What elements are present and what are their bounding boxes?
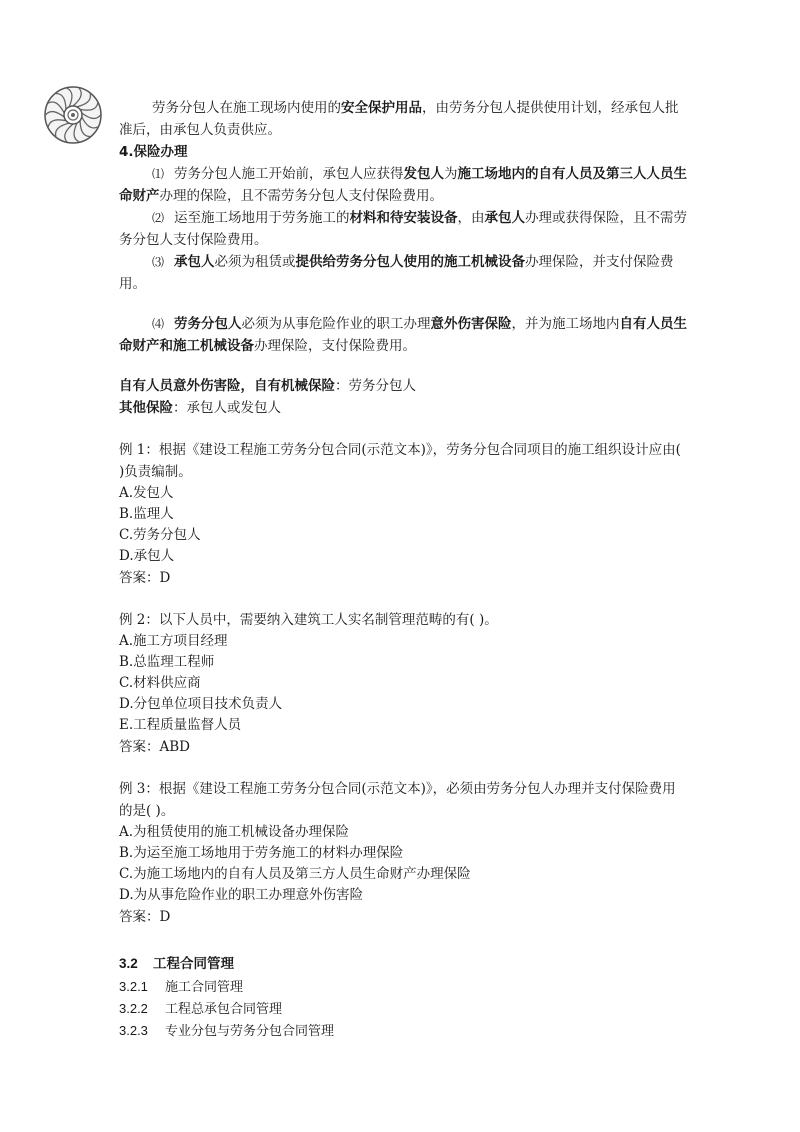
- subsection-code: 3.2.2: [119, 1001, 148, 1016]
- option: B.监理人: [119, 506, 174, 522]
- summary-bold: 自有人员意外伤害险，自有机械保险: [119, 378, 335, 394]
- option: D.承包人: [119, 548, 175, 564]
- example-2-answer: 答案：ABD: [119, 739, 190, 755]
- insurance-heading: 4.保险办理: [119, 144, 188, 160]
- example-1-question: 例 1：根据《建设工程施工劳务分包合同(示范文本)》，劳务分包合同项目的施工组织设计应由( )负责编制。: [119, 442, 681, 480]
- subsection-item: [119, 1020, 687, 1042]
- option: A.施工方项目经理: [119, 633, 228, 649]
- subsection-code: 3.2.3: [119, 1023, 148, 1038]
- intro-bold: 安全保护用品: [341, 100, 422, 116]
- subsection-label: 施工合同管理: [165, 980, 244, 995]
- item-text: 为: [444, 166, 458, 182]
- section-heading: [119, 952, 687, 976]
- subsection-code: 3.2.1: [119, 979, 148, 994]
- item-text: 办理保险，并支付保险费用。: [119, 254, 674, 292]
- item-bold: 施工场地内的自有人员及第三人人员生命财产: [119, 166, 687, 204]
- example-3-answer: 答案：D: [119, 909, 171, 925]
- item-text: ，由: [457, 210, 485, 226]
- item-text: ，并为施工场地内: [511, 316, 620, 332]
- example-3-question: 例 3：根据《建设工程施工劳务分包合同(示范文本)》，必须由劳务分包人办理并支付保险费用的是( )。: [119, 781, 676, 819]
- intro-paragraph: [119, 97, 687, 141]
- item-bold: 发包人: [403, 166, 444, 182]
- insurance-item-4: [119, 313, 687, 357]
- item-text: 办理或获得保险，且不需劳务分包人支付保险费用。: [119, 210, 687, 248]
- item-bold: 承包人: [174, 254, 215, 270]
- summary-bold: 其他保险: [119, 400, 173, 416]
- item-number: ⑶: [152, 255, 165, 269]
- item-bold: 承包人: [484, 210, 525, 226]
- item-text: 劳务分包人施工开始前，承包人应获得: [174, 166, 404, 182]
- item-text: 办理的保险，且不需劳务分包人支付保险费用。: [159, 188, 443, 204]
- item-bold: 意外伤害保险: [430, 316, 512, 332]
- subsection-label: 工程总承包合同管理: [165, 1002, 283, 1017]
- option: B.总监理工程师: [119, 654, 215, 670]
- option: A.为租赁使用的施工机械设备办理保险: [119, 824, 350, 840]
- item-text: 运至施工场地用于劳务施工的: [174, 210, 350, 226]
- item-bold: 材料和待安装设备: [349, 210, 458, 226]
- item-text: 必须为从事危险作业的职工办理: [241, 316, 431, 332]
- summary-line-2: [119, 397, 687, 419]
- summary-text: ：劳务分包人: [335, 378, 416, 394]
- document-body: [119, 97, 687, 1042]
- item-bold: 劳务分包人: [174, 316, 242, 332]
- item-number: ⑷: [152, 317, 165, 331]
- option: D.分包单位项目技术负责人: [119, 696, 283, 712]
- example-1-options: [119, 483, 687, 567]
- option: B.为运至施工场地用于劳务施工的材料办理保险: [119, 845, 404, 861]
- intro-text: ，由劳务分包人提供使用计划，经承包人批准后，由承包人负责供应。: [119, 100, 679, 138]
- insurance-item-2: [119, 207, 687, 251]
- insurance-item-1: [119, 163, 687, 207]
- subsection-item: [119, 976, 687, 998]
- item-bold: 自有人员生命财产和施工机械设备: [119, 316, 687, 354]
- option: A.发包人: [119, 485, 174, 501]
- spiral-emblem-icon: [44, 86, 102, 144]
- subsection-label: 专业分包与劳务分包合同管理: [165, 1024, 335, 1039]
- item-bold: 提供给劳务分包人使用的施工机械设备: [295, 254, 525, 270]
- item-number: ⑴: [152, 167, 165, 181]
- insurance-item-3: [119, 251, 687, 295]
- section-number: 3.2: [119, 956, 138, 971]
- option: D.为从事危险作业的职工办理意外伤害险: [119, 887, 364, 903]
- example-1-answer: 答案：D: [119, 570, 171, 586]
- option: E.工程质量监督人员: [119, 717, 242, 733]
- option: C.为施工场地内的自有人员及第三方人员生命财产办理保险: [119, 866, 471, 882]
- item-text: 必须为租赁或: [214, 254, 296, 270]
- option: C.劳务分包人: [119, 527, 201, 543]
- item-text: 办理保险，支付保险费用。: [254, 338, 416, 354]
- item-number: ⑵: [152, 211, 165, 225]
- subsection-list: [119, 976, 687, 1042]
- intro-text: 劳务分包人在施工现场内使用的: [152, 100, 341, 116]
- example-2-options: [119, 631, 687, 736]
- example-2-question: 例 2：以下人员中，需要纳入建筑工人实名制管理范畴的有( )。: [119, 612, 498, 628]
- summary-line-1: [119, 375, 687, 397]
- example-3-options: [119, 822, 687, 906]
- summary-text: ：承包人或发包人: [173, 400, 281, 416]
- option: C.材料供应商: [119, 675, 201, 691]
- section-title: 工程合同管理: [153, 956, 234, 972]
- subsection-item: [119, 998, 687, 1020]
